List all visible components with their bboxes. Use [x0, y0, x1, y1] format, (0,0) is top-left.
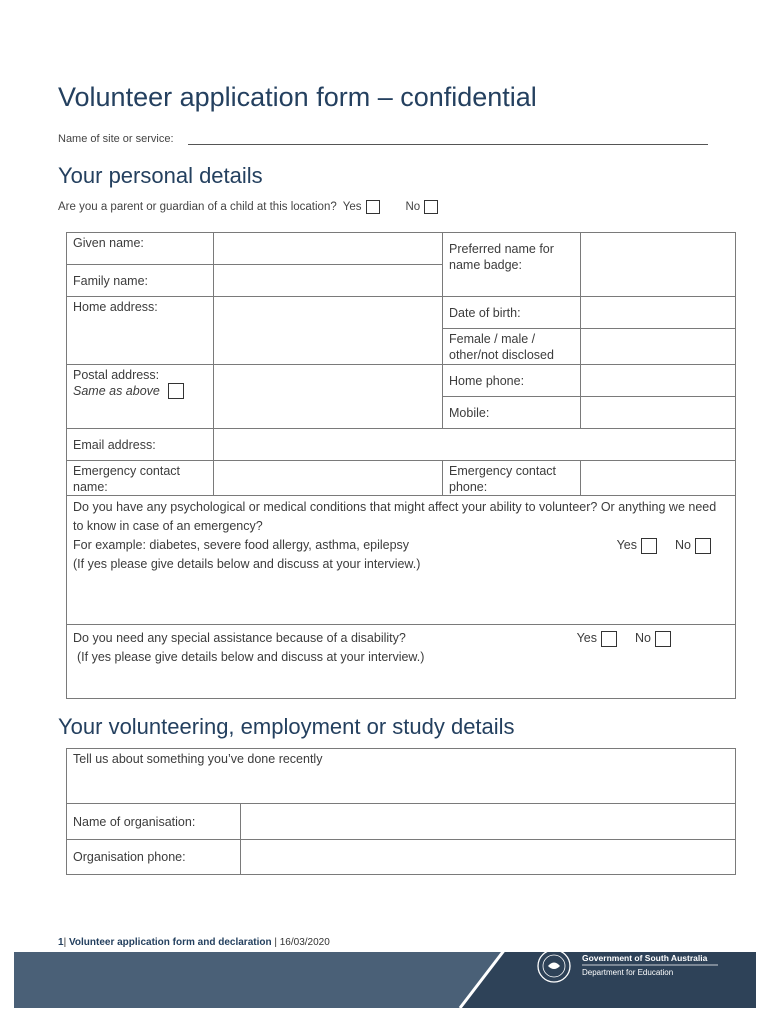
home-address-label: Home address:	[67, 297, 214, 365]
home-phone-field[interactable]	[581, 365, 736, 397]
gov-name: Government of South Australia	[582, 953, 708, 963]
medical-yes-label: Yes	[616, 538, 638, 552]
emergency-phone-field[interactable]	[581, 461, 736, 496]
disability-yes-label: Yes	[576, 631, 598, 645]
disability-no-label: No	[635, 631, 651, 645]
footer-date: 16/03/2020	[279, 937, 330, 948]
site-name-field[interactable]	[188, 132, 708, 145]
same-as-above-checkbox[interactable]	[168, 383, 184, 399]
postal-address-cell	[67, 365, 214, 429]
page-number: 1	[58, 937, 64, 948]
email-label: Email address:	[67, 429, 214, 461]
medical-no-checkbox[interactable]	[695, 538, 711, 554]
parent-no-checkbox[interactable]	[424, 200, 438, 214]
parent-no-label: No	[405, 201, 421, 213]
email-field[interactable]	[214, 429, 736, 461]
disability-yes-checkbox[interactable]	[601, 631, 617, 647]
medical-yes-checkbox[interactable]	[641, 538, 657, 554]
family-name-field[interactable]	[214, 265, 443, 297]
recent-activity-cell[interactable]	[67, 749, 736, 804]
mobile-label: Mobile:	[443, 397, 581, 429]
disability-no-checkbox[interactable]	[655, 631, 671, 647]
recent-activity-label: Tell us about something you’ve done recently	[73, 752, 323, 766]
page-title: Volunteer application form – confidential	[58, 82, 537, 112]
emergency-name-label: Emergency contact name:	[67, 461, 214, 496]
given-name-field[interactable]	[214, 233, 443, 265]
dob-label: Date of birth:	[443, 297, 581, 329]
disability-instructions: (If yes please give details below and discuss at your interview.)	[77, 650, 425, 664]
medical-no-label: No	[675, 538, 691, 552]
site-name-label: Name of site or service:	[58, 133, 174, 145]
mobile-field[interactable]	[581, 397, 736, 429]
dept-name: Department for Education	[582, 968, 674, 977]
parent-yes-checkbox[interactable]	[366, 200, 380, 214]
org-name-field[interactable]	[241, 804, 736, 840]
medical-conditions-cell[interactable]	[67, 496, 736, 625]
home-phone-label: Home phone:	[443, 365, 581, 397]
gender-label: Female / male / other/not disclosed	[443, 329, 581, 365]
gender-field[interactable]	[581, 329, 736, 365]
section-personal-heading: Your personal details	[58, 163, 263, 188]
medical-examples: For example: diabetes, severe food allergy, asthma, epilepsy	[73, 538, 410, 552]
home-address-field[interactable]	[214, 297, 443, 365]
given-name-label: Given name:	[67, 233, 214, 265]
emergency-name-field[interactable]	[214, 461, 443, 496]
org-name-label: Name of organisation:	[67, 804, 241, 840]
disability-question: Do you need any special assistance because of a disability?	[73, 631, 406, 645]
footer-banner	[14, 952, 756, 1008]
postal-address-label: Postal address:	[73, 368, 160, 382]
dob-field[interactable]	[581, 297, 736, 329]
same-as-above-label: Same as above	[73, 384, 160, 398]
site-name-line	[58, 132, 708, 145]
medical-question: Do you have any psychological or medical conditions that might affect your ability to volunteer? Or anything we need to know in case of an emergency?	[73, 500, 717, 533]
personal-details-table	[66, 232, 736, 699]
parent-question	[58, 200, 438, 214]
parent-yes-label: Yes	[342, 201, 362, 213]
volunteering-table	[66, 748, 736, 875]
footer-doc-title: Volunteer application form and declaration	[68, 937, 272, 948]
footer-text: 1| Volunteer application form and declaration | 16/03/2020	[58, 937, 330, 948]
disability-cell[interactable]	[67, 625, 736, 699]
parent-question-text: Are you a parent or guardian of a child at this location?	[58, 201, 337, 213]
postal-address-field[interactable]	[214, 365, 443, 429]
section-volunteering-heading: Your volunteering, employment or study details	[58, 714, 515, 739]
emergency-phone-label: Emergency contact phone:	[443, 461, 581, 496]
org-phone-field[interactable]	[241, 840, 736, 875]
family-name-label: Family name:	[67, 265, 214, 297]
preferred-name-field[interactable]	[581, 233, 736, 297]
preferred-name-label: Preferred name for name badge:	[443, 233, 581, 297]
org-phone-label: Organisation phone:	[67, 840, 241, 875]
medical-instructions: (If yes please give details below and discuss at your interview.)	[73, 557, 421, 571]
